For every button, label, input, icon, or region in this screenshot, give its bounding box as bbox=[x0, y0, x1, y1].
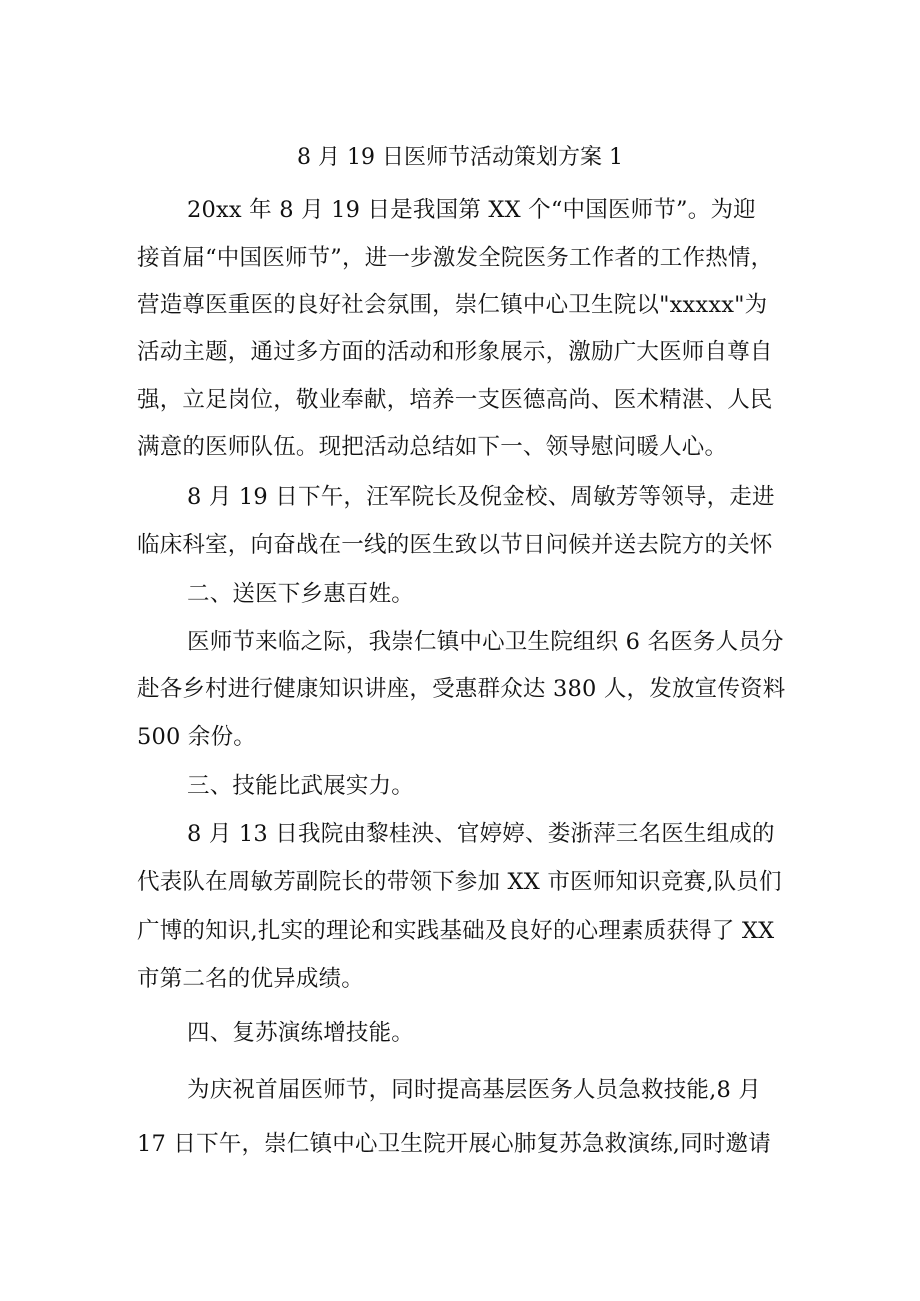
paragraph-1-line-1: 20xx 年 8 月 19 日是我国第 XX 个“中国医师节”。为迎 bbox=[187, 197, 756, 223]
section-heading-3: 三、技能比武展实力。 bbox=[187, 773, 415, 799]
paragraph-5-line-2: 17 日下午，崇仁镇中心卫生院开展心肺复苏急救演练,同时邀请 bbox=[137, 1131, 771, 1157]
paragraph-3-line-2: 赴各乡村进行健康知识讲座，受惠群众达 380 人，发放宣传资料 bbox=[137, 676, 786, 702]
section-heading-4: 四、复苏演练增技能。 bbox=[187, 1020, 415, 1046]
document-title: 8 月 19 日医师节活动策划方案 1 bbox=[297, 145, 623, 170]
paragraph-4-line-2: 代表队在周敏芳副院长的带领下参加 XX 市医师知识竞赛,队员们 bbox=[137, 869, 782, 895]
paragraph-4-line-1: 8 月 13 日我院由黎桂泱、官婷婷、娄浙萍三名医生组成的 bbox=[187, 821, 775, 847]
paragraph-2-line-2: 临床科室，向奋战在一线的医生致以节日问候并送去院方的关怀 bbox=[137, 532, 773, 558]
paragraph-1-line-3: 营造尊医重医的良好社会氛围，崇仁镇中心卫生院以"xxxxx"为 bbox=[137, 292, 768, 318]
paragraph-4-line-4: 市第二名的优异成绩。 bbox=[137, 966, 365, 992]
paragraph-1-line-2: 接首届“中国医师节”，进一步激发全院医务工作者的工作热情， bbox=[137, 245, 774, 271]
paragraph-2-line-1: 8 月 19 日下午，汪军院长及倪金校、周敏芳等领导，走进 bbox=[187, 484, 775, 510]
paragraph-1-line-5: 强，立足岗位，敬业奉献，培养一支医德高尚、医术精湛、人民 bbox=[137, 387, 773, 413]
section-heading-2: 二、送医下乡惠百姓。 bbox=[187, 581, 415, 607]
paragraph-5-line-1: 为庆祝首届医师节，同时提高基层医务人员急救技能,8 月 bbox=[187, 1077, 762, 1103]
paragraph-3-line-3: 500 余份。 bbox=[137, 724, 256, 750]
paragraph-1-line-6: 满意的医师队伍。现把活动总结如下一、领导慰问暖人心。 bbox=[137, 434, 728, 460]
paragraph-4-line-3: 广博的知识,扎实的理论和实践基础及良好的心理素质获得了 XX bbox=[137, 918, 775, 944]
paragraph-1-line-4: 活动主题，通过多方面的活动和形象展示，激励广大医师自尊自 bbox=[137, 339, 773, 365]
paragraph-3-line-1: 医师节来临之际，我崇仁镇中心卫生院组织 6 名医务人员分 bbox=[187, 629, 784, 655]
